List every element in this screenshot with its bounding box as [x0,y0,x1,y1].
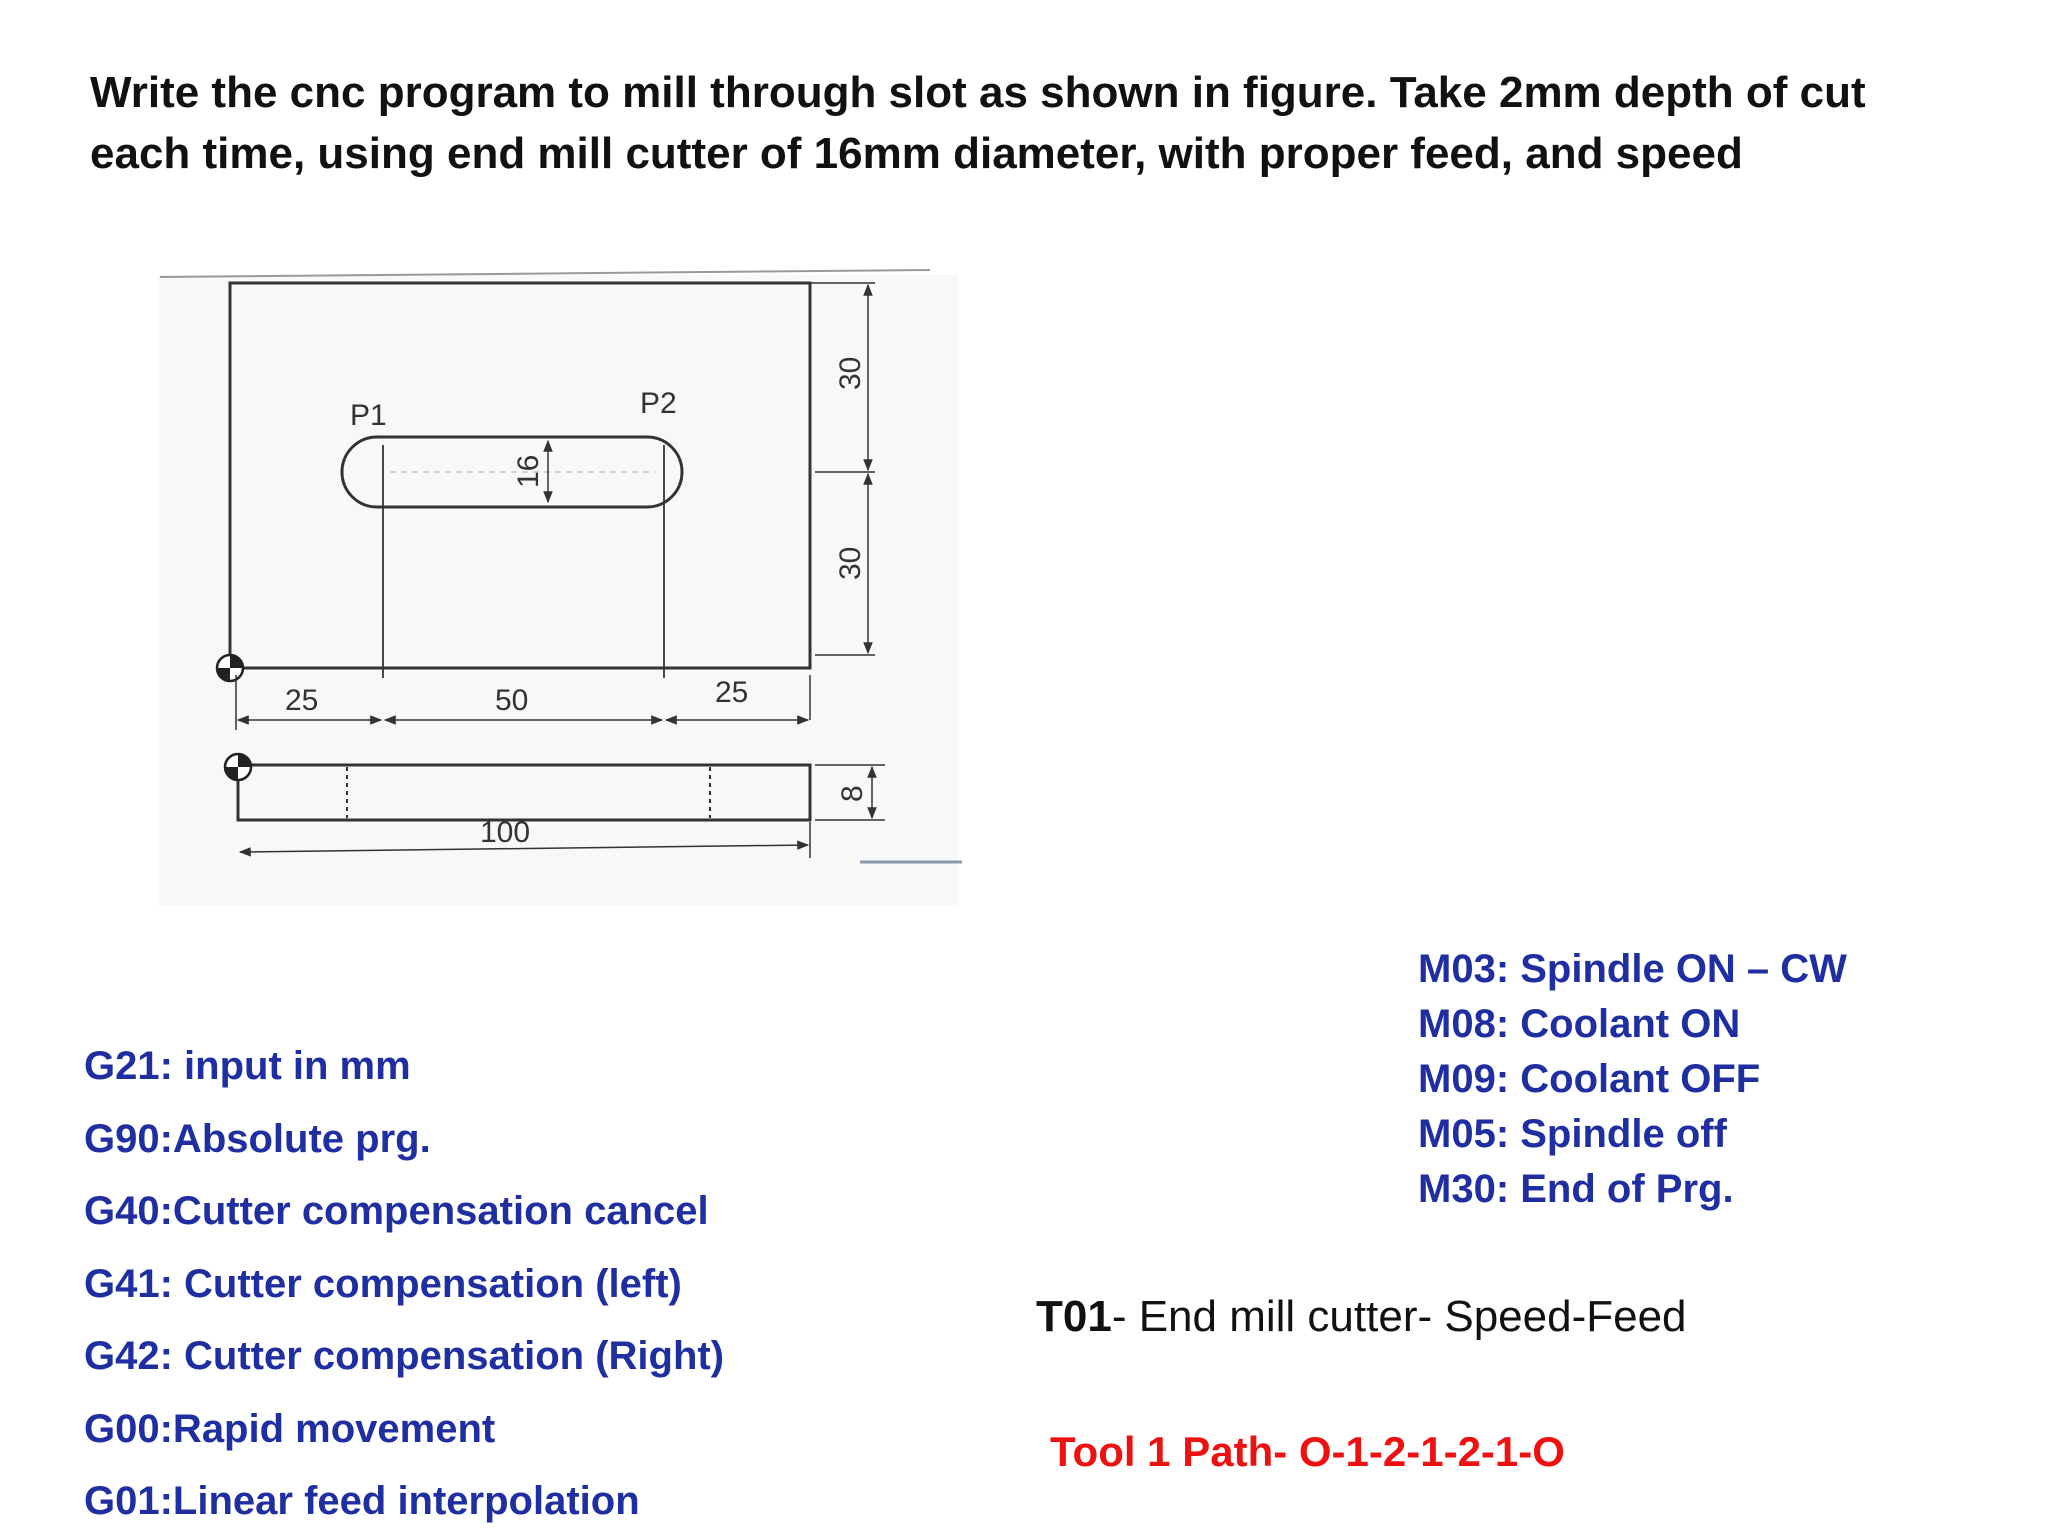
m-code-list [1418,942,1847,1217]
question-line-1: Write the cnc program to mill through slot as shown in figure. Take 2mm depth of cut [90,68,1866,117]
g-code-item: G01:Linear feed interpolation [84,1479,640,1523]
g-code-item: G21: input in mm [84,1044,411,1088]
left-offset-dim-label: 25 [285,684,319,717]
top-offset-dim-label: 30 [834,356,867,390]
right-offset-dim-label: 25 [715,676,749,709]
slot-length-dim-label: 50 [495,684,529,717]
tool-path: Tool 1 Path- O-1-2-1-2-1-O [1050,1428,1565,1475]
m-code-item: M09: Coolant OFF [1418,1057,1761,1101]
g-code-item: G90:Absolute prg. [84,1116,431,1161]
question-line-2: each time, using end mill cutter of 16mm diameter, with proper feed, and speed [90,129,1743,178]
g-code-item: G41: Cutter compensation (left) [84,1261,682,1306]
tool-code: T01 [1036,1292,1112,1341]
point-label-p1: P1 [350,399,387,432]
m-code-item: M03: Spindle ON – CW [1418,947,1847,991]
tool-line [1036,1292,1687,1342]
total-length-dim-label: 100 [480,816,531,849]
origin-marker-side [225,754,251,780]
g-code-list [84,1030,724,1538]
thickness-dim-label: 8 [836,785,869,802]
point-label-p2: P2 [640,387,677,420]
m-code-item: M30: End of Prg. [1418,1167,1734,1211]
bottom-offset-dim-label: 30 [834,546,867,580]
origin-marker-top [217,655,243,681]
g-code-item: G40:Cutter compensation cancel [84,1189,709,1233]
tool-description: - End mill cutter- Speed-Feed [1111,1292,1687,1341]
g-code-item: G42: Cutter compensation (Right) [84,1334,725,1378]
g-code-item: G00:Rapid movement [84,1406,496,1451]
m-code-item: M05: Spindle off [1418,1112,1727,1156]
slot-drawing [150,230,970,910]
question-text [90,62,1990,184]
m-code-item: M08: Coolant ON [1418,1002,1741,1046]
slot-width-dim-label: 16 [512,454,545,488]
